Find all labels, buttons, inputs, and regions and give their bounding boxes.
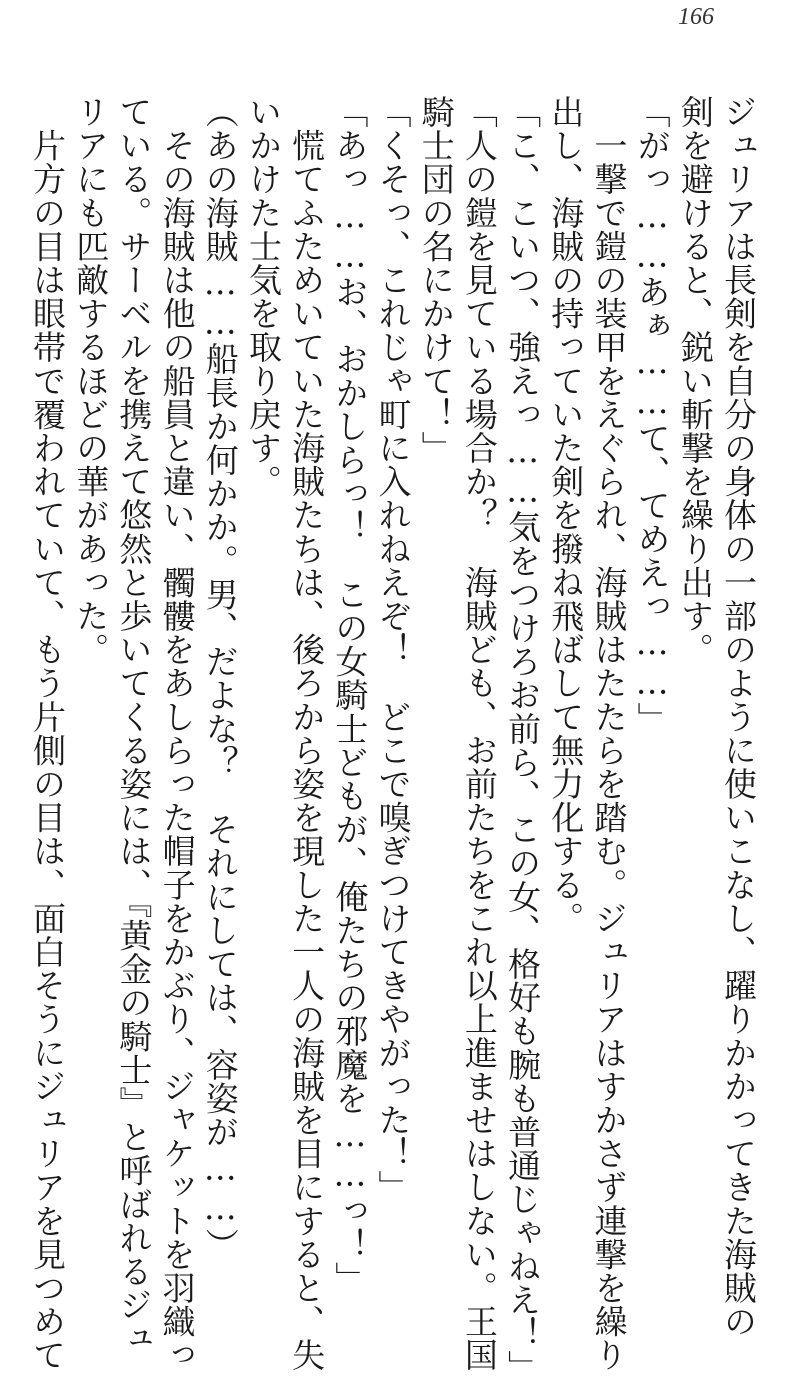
text-line: 「あっ……お、おかしらっ！ この女騎士どもが、俺たちの邪魔を……っ！」: [330, 95, 370, 1295]
text-line: その海賊は他の船員と違い、髑髏をあしらった帽子をかぶり、ジャケットを羽織っ: [157, 95, 197, 1372]
text-line: 一撃で鎧の装甲をえぐられ、海賊はたたらを踏む。ジュリアはすかさず連撃を繰り: [589, 95, 629, 1372]
text-line: 出し、海賊の持っていた剣を撥ね飛ばして無力化する。: [546, 95, 586, 935]
text-line: 慌てふためいていた海賊たちは、後ろから姿を現した一人の海賊を目にすると、失: [287, 95, 327, 1372]
novel-text-body: [26, 95, 760, 1384]
text-line: 騎士団の名にかけて！」: [416, 95, 456, 465]
text-line: 剣を避けると、鋭い斬撃を繰り出す。: [675, 95, 715, 667]
text-line: ている。サーベルを携えて悠然と歩いてくる姿には、『黄金の騎士』と呼ばれるジュ: [114, 95, 154, 1356]
text-line: 「くそっ、これじゃ町に入れねえぞ！ どこで嗅ぎつけてきやがった！」: [373, 95, 413, 1204]
text-line: 「こ、こいつ、強えっ……気をつけろお前ら、この女、格好も腕も普通じゃねえ！」: [503, 95, 543, 1384]
page-number: 166: [678, 4, 714, 30]
text-line: 「人の鎧を見ている場合か？ 海賊ども、お前たちをこれ以上進ませはしない。王国: [459, 95, 499, 1372]
text-line: 「がっ……あぁ……て、てめえっ……」: [632, 95, 672, 736]
text-line: リアにも匹敵するほどの華があった。: [71, 95, 111, 667]
text-line: 片方の目は眼帯で覆われていて、もう片側の目は、面白そうにジュリアを見つめて: [28, 95, 67, 1372]
text-line: いかけた士気を取り戻す。: [243, 95, 283, 499]
text-line: ジュリアは長剣を自分の身体の一部のように使いこなし、躍りかかってきた海賊の: [719, 95, 758, 1339]
text-line: （あの海賊……船長か何かか。男、だよな？ それにしては、容姿が……）: [200, 95, 240, 1262]
